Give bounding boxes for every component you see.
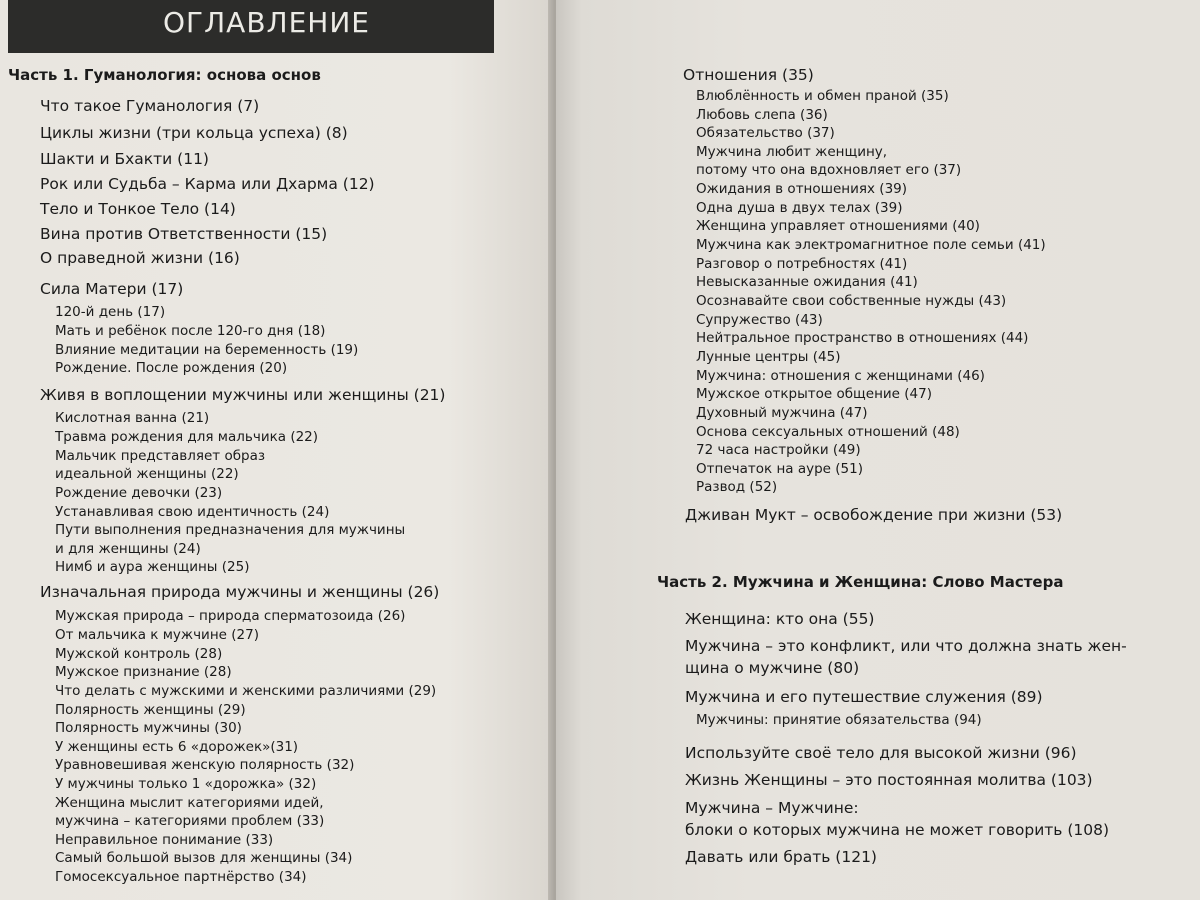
toc-subentry: 72 часа настройки (49)	[696, 442, 861, 458]
toc-subentry: Кислотная ванна (21)	[55, 410, 210, 426]
toc-subentry: Нимб и аура женщины (25)	[55, 559, 250, 575]
toc-subentry: Обязательство (37)	[696, 125, 835, 141]
toc-entry: Тело и Тонкое Тело (14)	[40, 200, 236, 218]
toc-subentry: Развод (52)	[696, 479, 778, 495]
toc-subentry: Неправильное понимание (33)	[55, 832, 274, 848]
toc-subentry: Уравновешивая женскую полярность (32)	[55, 757, 355, 773]
toc-subentry: Супружество (43)	[696, 312, 823, 328]
toc-subentry: Мать и ребёнок после 120-го дня (18)	[55, 323, 326, 339]
toc-entry: Жизнь Женщины – это постоянная молитва (103)	[685, 771, 1093, 789]
toc-entry: Мужчина – Мужчине:	[685, 799, 859, 817]
toc-subentry: Мужчины: принятие обязательства (94)	[696, 712, 982, 728]
left-page	[0, 0, 560, 900]
toc-subentry: Мужчина любит женщину,	[696, 144, 888, 160]
toc-entry: Что такое Гуманология (7)	[40, 97, 260, 115]
toc-entry: Живя в воплощении мужчины или женщины (21)	[40, 386, 446, 404]
toc-entry: Вина против Ответственности (15)	[40, 225, 328, 243]
toc-entry: Рок или Судьба – Карма или Дхарма (12)	[40, 175, 375, 193]
toc-subentry: Влияние медитации на беременность (19)	[55, 342, 359, 358]
toc-subentry: Мужской контроль (28)	[55, 646, 223, 662]
toc-subentry: Рождение. После рождения (20)	[55, 360, 288, 376]
toc-subentry: От мальчика к мужчине (27)	[55, 627, 259, 643]
toc-subentry: Мальчик представляет образ	[55, 448, 266, 464]
toc-subentry: Ожидания в отношениях (39)	[696, 181, 908, 197]
toc-subentry: Отпечаток на ауре (51)	[696, 461, 863, 477]
toc-subentry: Травма рождения для мальчика (22)	[55, 429, 319, 445]
toc-entry: Циклы жизни (три кольца успеха) (8)	[40, 124, 348, 142]
toc-subentry: У женщины есть 6 «дорожек»(31)	[55, 739, 299, 755]
part1-title: Часть 1. Гуманология: основа основ	[8, 66, 321, 84]
toc-subentry: и для женщины (24)	[55, 541, 201, 557]
toc-subentry: Мужская природа – природа сперматозоида (26)	[55, 608, 406, 624]
part2-title: Часть 2. Мужчина и Женщина: Слово Мастера	[657, 573, 1064, 591]
toc-subentry: Мужское открытое общение (47)	[696, 386, 932, 402]
toc-subentry: Мужчина: отношения с женщинами (46)	[696, 368, 985, 384]
toc-subentry: Влюблённость и обмен праной (35)	[696, 88, 949, 104]
toc-entry: Мужчина – это конфликт, или что должна знать жен-	[685, 637, 1127, 655]
toc-subentry: Разговор о потребностях (41)	[696, 256, 908, 272]
toc-subentry: мужчина – категориями проблем (33)	[55, 813, 325, 829]
toc-subentry: Любовь слепа (36)	[696, 107, 828, 123]
toc-subentry: Мужское признание (28)	[55, 664, 232, 680]
toc-subentry: Женщина управляет отношениями (40)	[696, 218, 980, 234]
toc-entry: Давать или брать (121)	[685, 848, 877, 866]
toc-subentry: Гомосексуальное партнёрство (34)	[55, 869, 307, 885]
toc-entry: Сила Матери (17)	[40, 280, 184, 298]
toc-subentry: У мужчины только 1 «дорожка» (32)	[55, 776, 317, 792]
toc-subentry: Лунные центры (45)	[696, 349, 841, 365]
toc-entry: щина о мужчине (80)	[685, 659, 860, 677]
toc-subentry: потому что она вдохновляет его (37)	[696, 162, 962, 178]
toc-entry: Дживан Мукт – освобождение при жизни (53)	[685, 506, 1063, 524]
toc-entry: Женщина: кто она (55)	[685, 610, 875, 628]
toc-subentry: Рождение девочки (23)	[55, 485, 223, 501]
toc-subentry: Самый большой вызов для женщины (34)	[55, 850, 353, 866]
toc-subentry: Духовный мужчина (47)	[696, 405, 868, 421]
toc-entry: Шакти и Бхакти (11)	[40, 150, 209, 168]
toc-subentry: Невысказанные ожидания (41)	[696, 274, 918, 290]
toc-subentry: Женщина мыслит категориями идей,	[55, 795, 324, 811]
toc-subentry: Основа сексуальных отношений (48)	[696, 424, 960, 440]
toc-entry: Отношения (35)	[683, 66, 814, 84]
toc-subentry: идеальной женщины (22)	[55, 466, 239, 482]
toc-entry: О праведной жизни (16)	[40, 249, 240, 267]
header-band	[8, 0, 494, 53]
toc-subentry: Мужчина как электромагнитное поле семьи (41)	[696, 237, 1046, 253]
toc-subentry: 120-й день (17)	[55, 304, 166, 320]
toc-subentry: Одна душа в двух телах (39)	[696, 200, 903, 216]
toc-subentry: Пути выполнения предназначения для мужчины	[55, 522, 406, 538]
toc-entry: Используйте своё тело для высокой жизни (96)	[685, 744, 1077, 762]
page-title: ОГЛАВЛЕНИЕ	[163, 6, 370, 39]
toc-subentry: Полярность мужчины (30)	[55, 720, 242, 736]
toc-entry: Изначальная природа мужчины и женщины (26)	[40, 583, 440, 601]
toc-subentry: Нейтральное пространство в отношениях (44)	[696, 330, 1029, 346]
toc-entry: блоки о которых мужчина не может говорить (108)	[685, 821, 1110, 839]
right-page	[556, 0, 1200, 900]
toc-entry: Мужчина и его путешествие служения (89)	[685, 688, 1043, 706]
toc-subentry: Устанавливая свою идентичность (24)	[55, 504, 330, 520]
toc-subentry: Осознавайте свои собственные нужды (43)	[696, 293, 1007, 309]
toc-subentry: Что делать с мужскими и женскими различиями (29)	[55, 683, 437, 699]
toc-subentry: Полярность женщины (29)	[55, 702, 246, 718]
